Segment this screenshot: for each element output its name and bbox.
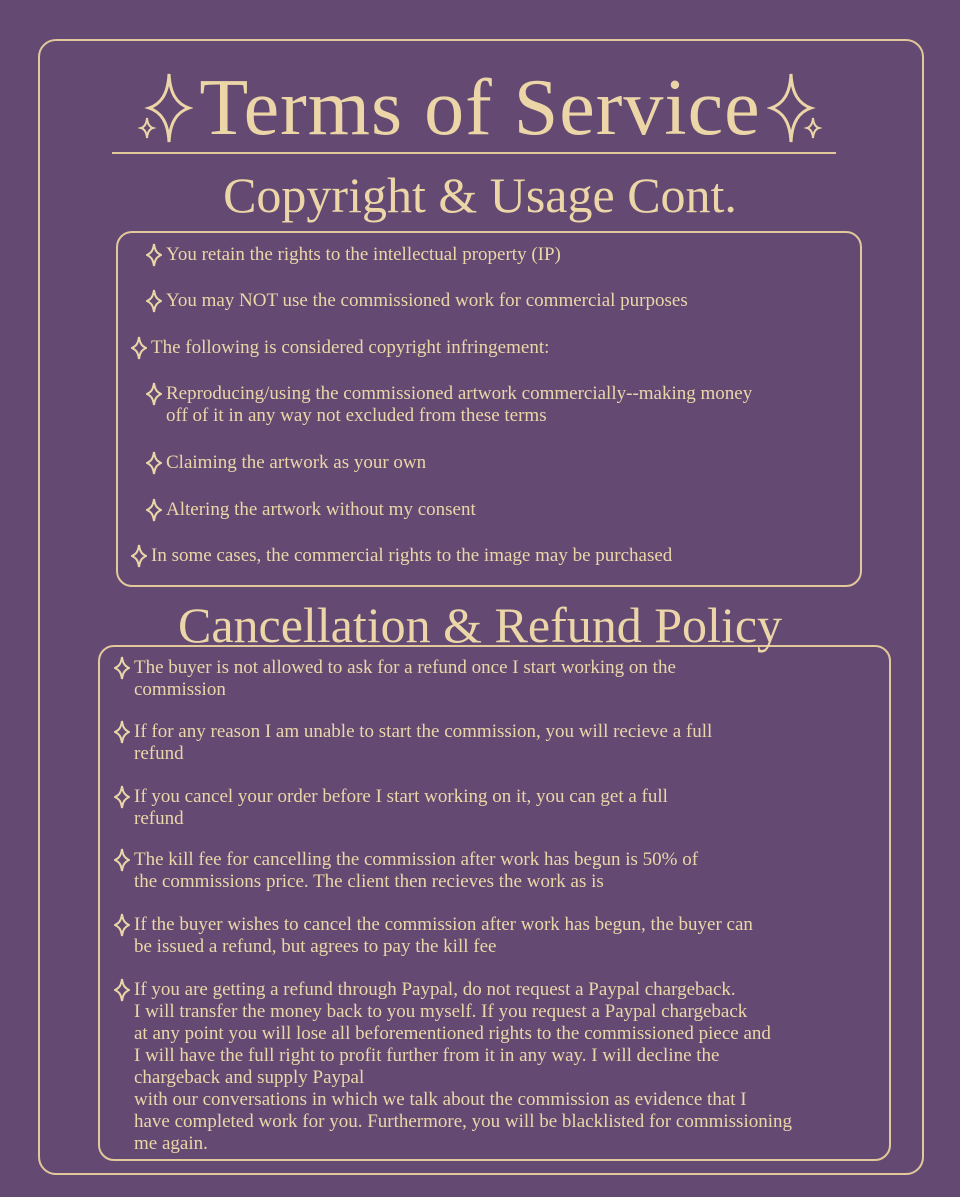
diamond-bullet-icon <box>146 382 162 406</box>
copyright-section-title: Copyright & Usage Cont. <box>223 167 737 223</box>
sparkle-icon <box>137 70 193 146</box>
diamond-bullet-icon <box>114 913 130 937</box>
list-item: Altering the artwork without my consent <box>146 499 476 522</box>
diamond-bullet-icon <box>131 336 147 360</box>
list-item: Reproducing/using the commissioned artwork commercially--making money off of it in any way not excluded from these terms <box>146 383 752 427</box>
diamond-bullet-icon <box>114 720 130 744</box>
title-divider <box>112 152 836 154</box>
list-item: You retain the rights to the intellectual property (IP) <box>146 244 561 267</box>
list-item: The buyer is not allowed to ask for a refund once I start working on the commission <box>114 657 676 701</box>
diamond-bullet-icon <box>114 785 130 809</box>
list-item: Claiming the artwork as your own <box>146 452 426 475</box>
diamond-bullet-icon <box>146 243 162 267</box>
diamond-bullet-icon <box>114 848 130 872</box>
diamond-bullet-icon <box>114 656 130 680</box>
title-row <box>0 62 960 154</box>
page-title: Terms of Service <box>199 64 761 152</box>
list-item: You may NOT use the commissioned work for commercial purposes <box>146 290 688 313</box>
list-item: In some cases, the commercial rights to the image may be purchased <box>131 545 672 568</box>
list-item: The kill fee for cancelling the commission after work has begun is 50% of the commissions price. The client then recieves the work as is <box>114 849 698 893</box>
sparkle-icon <box>767 70 823 146</box>
refund-section-title: Cancellation & Refund Policy <box>177 597 783 653</box>
diamond-bullet-icon <box>114 978 130 1002</box>
list-item: If for any reason I am unable to start the commission, you will recieve a full refund <box>114 721 712 765</box>
diamond-bullet-icon <box>146 451 162 475</box>
list-item: If you cancel your order before I start working on it, you can get a full refund <box>114 786 668 830</box>
list-item: If the buyer wishes to cancel the commission after work has begun, the buyer can be issued a refund, but agrees to pay the kill fee <box>114 914 753 958</box>
diamond-bullet-icon <box>146 289 162 313</box>
diamond-bullet-icon <box>131 544 147 568</box>
list-item: The following is considered copyright infringement: <box>131 337 549 360</box>
list-item: If you are getting a refund through Paypal, do not request a Paypal chargeback. I will transfer the money back to you myself. If you request a Paypal chargeback at any point you will lose all beforementioned rights to the commissioned piece and I will have the full right to profit further from it in any way. I will decline the chargeback and supply Paypal with our conversations in which we talk about the commission as evidence that I have completed work for you. Furthermore, you will be blacklisted for commissioning me again. <box>114 979 792 1155</box>
diamond-bullet-icon <box>146 498 162 522</box>
